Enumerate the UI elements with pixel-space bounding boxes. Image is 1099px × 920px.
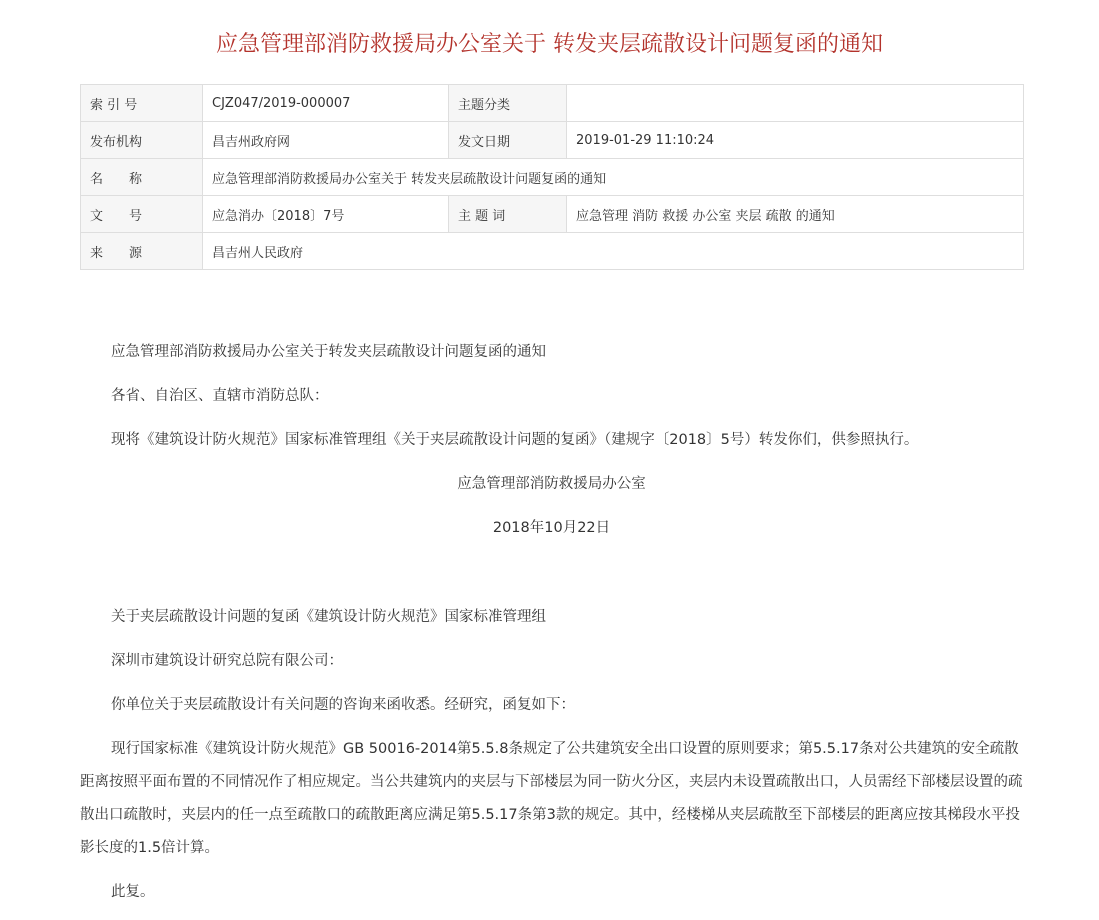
- notice-title-paragraph: 应急管理部消防救援局办公室关于转发夹层疏散设计问题复函的通知: [111, 344, 546, 360]
- signature-date: 2018年10月22日: [492, 520, 611, 536]
- closing-paragraph: 此复。: [111, 884, 155, 900]
- publisher-value: 昌吉州政府网: [203, 122, 449, 159]
- section-spacer: [80, 556, 1023, 601]
- meta-row: [81, 85, 1024, 122]
- category-label: 主题分类: [449, 85, 567, 122]
- reply-body-paragraph: 现行国家标准《建筑设计防火规范》GB 50016-2014第5.5.8条规定了公共建筑安全出口设置的原则要求；第5.5.17条对公共建筑的安全疏散距离按照平面布置的不同情况作了相应规定。当公共建筑内的夹层与下部楼层为同一防火分区，夹层内未设置疏散出口，人员需经下部楼层设置的疏散出口疏散时，夹层内的任一点至疏散口的疏散距离应满足第5.5.17条第3款的规定。其中，经楼梯从夹层疏散至下部楼层的距离应按其梯段水平投影长度的1.5倍计算。: [80, 741, 1023, 856]
- meta-row: [81, 196, 1024, 233]
- category-value: [567, 85, 1024, 122]
- date-label: 发文日期: [449, 122, 567, 159]
- document-meta-table: [80, 84, 1024, 270]
- keywords-label: 主 题 词: [449, 196, 567, 233]
- docno-label: 文 号: [81, 196, 203, 233]
- meta-row: [81, 159, 1024, 196]
- page-title: 应急管理部消防救援局办公室关于 转发夹层疏散设计问题复函的通知: [216, 32, 883, 57]
- date-value: 2019-01-29 11:10:24: [567, 122, 1024, 159]
- index-label: 索 引 号: [81, 85, 203, 122]
- meta-row: [81, 122, 1024, 159]
- reply-title-paragraph: 关于夹层疏散设计问题的复函《建筑设计防火规范》国家标准管理组: [111, 609, 546, 625]
- source-value: 昌吉州人民政府: [203, 233, 1024, 270]
- keywords-value: 应急管理 消防 救援 办公室 夹层 疏散 的通知: [567, 196, 1024, 233]
- meta-row: [81, 233, 1024, 270]
- docno-value: 应急消办〔2018〕7号: [203, 196, 449, 233]
- name-value: 应急管理部消防救援局办公室关于 转发夹层疏散设计问题复函的通知: [203, 159, 1024, 196]
- recipient-paragraph: 深圳市建筑设计研究总院有限公司：: [111, 653, 343, 669]
- acknowledge-paragraph: 你单位关于夹层疏散设计有关问题的咨询来函收悉。经研究，函复如下：: [111, 697, 575, 713]
- publisher-label: 发布机构: [81, 122, 203, 159]
- index-value: CJZ047/2019-000007: [203, 85, 449, 122]
- forwarding-paragraph: 现将《建筑设计防火规范》国家标准管理组《关于夹层疏散设计问题的复函》（建规字〔2018〕5号）转发你们，供参照执行。: [111, 432, 919, 448]
- salutation-paragraph: 各省、自治区、直辖市消防总队：: [111, 388, 329, 404]
- signature-org: 应急管理部消防救援局办公室: [457, 476, 646, 492]
- source-label: 来 源: [81, 233, 203, 270]
- article-body: [80, 336, 1023, 920]
- name-label: 名 称: [81, 159, 203, 196]
